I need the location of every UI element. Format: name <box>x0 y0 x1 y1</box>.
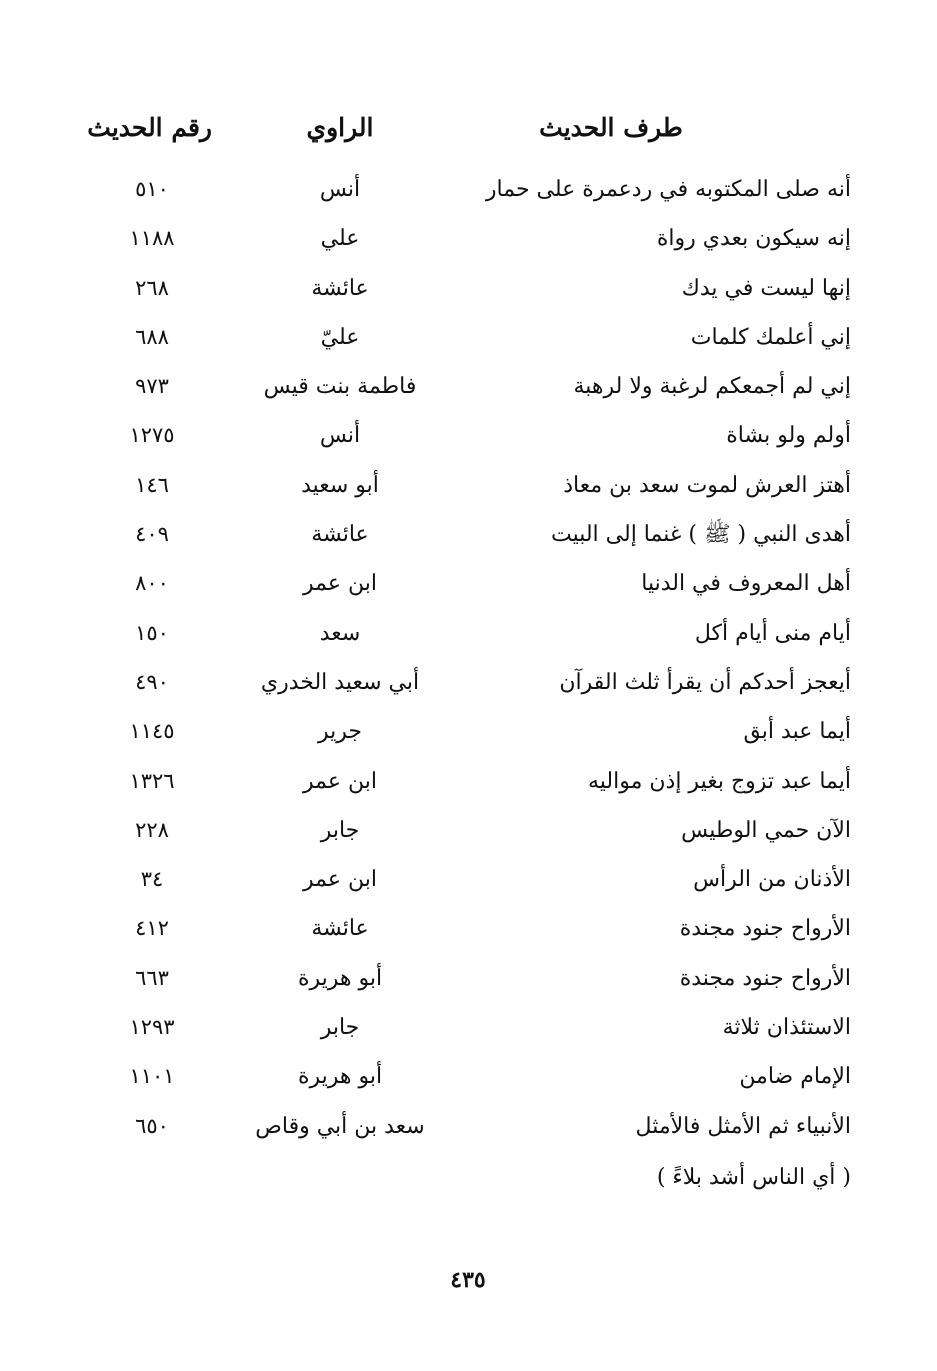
hadith-number: ١٢٧٥ <box>129 423 175 448</box>
table-row <box>0 806 937 855</box>
table-row <box>0 904 937 953</box>
table-row <box>0 757 937 806</box>
narrator: سعد <box>319 620 361 646</box>
hadith-text: أيام منى أيام أكل <box>694 620 851 646</box>
hadith-number: ٣٤ <box>140 867 164 892</box>
narrator: أبو هريرة <box>297 1064 383 1090</box>
hadith-text: أيعجز أحدكم أن يقرأ ثلث القرآن <box>559 669 851 695</box>
hadith-text: الإمام ضامن <box>739 1064 851 1090</box>
hadith-number: ٥١٠ <box>135 177 169 201</box>
header-rawi: الراوي <box>306 113 374 142</box>
hadith-number: ٩٧٣ <box>135 374 169 399</box>
table-row <box>0 313 937 362</box>
hadith-number: ٤١٢ <box>135 916 169 941</box>
hadith-number: ١١٠١ <box>129 1064 175 1089</box>
header-hadith: طرف الحديث <box>539 113 683 142</box>
table-row <box>0 1052 937 1101</box>
hadith-text: أنه صلى المكتوبه في ردعمرة على حمار <box>485 177 851 202</box>
table-row <box>0 559 937 608</box>
hadith-text: الأنبياء ثم الأمثل فالأمثل <box>635 1113 851 1139</box>
hadith-index-table <box>0 165 937 1151</box>
narrator: أبي سعيد الخدري <box>260 669 420 695</box>
narrator: عليّ <box>320 324 360 350</box>
narrator: أنس <box>319 423 361 449</box>
table-row <box>0 954 937 1003</box>
continuation-line: ( أي الناس أشد بلاءً ) <box>656 1165 851 1190</box>
table-row <box>0 609 937 658</box>
narrator: ابن عمر <box>303 571 377 597</box>
hadith-text: أهدى النبي ( ﷺ ) غنما إلى البيت <box>550 522 851 548</box>
table-row <box>0 214 937 263</box>
hadith-number: ١٣٢٦ <box>129 768 175 793</box>
narrator: عائشة <box>311 522 369 548</box>
page-number: ٤٣٥ <box>450 1267 486 1293</box>
hadith-text: أولم ولو بشاة <box>726 423 851 449</box>
hadith-number: ١٤٦ <box>135 472 169 497</box>
table-row <box>0 264 937 313</box>
narrator: عائشة <box>311 916 369 942</box>
table-row <box>0 362 937 411</box>
hadith-number: ٢٢٨ <box>135 817 169 842</box>
narrator: جابر <box>320 817 360 843</box>
hadith-number: ٤٠٩ <box>135 522 169 547</box>
table-row <box>0 510 937 559</box>
table-row <box>0 165 937 214</box>
table-header <box>0 108 937 148</box>
hadith-text: أهل المعروف في الدنيا <box>641 571 851 597</box>
narrator: علي <box>320 226 360 252</box>
hadith-text: الاستئذان ثلاثة <box>722 1015 851 1041</box>
table-row <box>0 855 937 904</box>
hadith-number: ١١٨٨ <box>129 226 175 251</box>
hadith-text: الآن حمي الوطيس <box>681 817 851 843</box>
narrator: جابر <box>320 1015 360 1041</box>
hadith-number: ١١٤٥ <box>129 719 175 744</box>
table-row <box>0 411 937 460</box>
narrator: جرير <box>318 719 362 745</box>
table-row <box>0 1102 937 1151</box>
hadith-number: ٦٨٨ <box>135 324 169 349</box>
table-row <box>0 461 937 510</box>
narrator: أبو سعيد <box>301 472 379 498</box>
hadith-text: الأذنان من الرأس <box>693 867 851 893</box>
narrator: سعد بن أبي وقاص <box>255 1113 425 1139</box>
table-row <box>0 707 937 756</box>
hadith-number: ٦٥٠ <box>135 1113 169 1138</box>
hadith-number: ٤٩٠ <box>135 669 169 694</box>
narrator: ابن عمر <box>303 768 377 794</box>
hadith-text: إنها ليست في يدك <box>681 275 851 301</box>
narrator: أنس <box>319 177 361 202</box>
hadith-number: ٦٦٣ <box>135 965 169 990</box>
hadith-text: الأرواح جنود مجندة <box>679 965 851 991</box>
hadith-text: إنه سيكون بعدي رواة <box>656 226 851 252</box>
narrator: عائشة <box>311 275 369 301</box>
hadith-text: أيما عبد تزوج بغير إذن مواليه <box>587 768 851 794</box>
narrator: فاطمة بنت قيس <box>263 374 417 400</box>
hadith-text: أهتز العرش لموت سعد بن معاذ <box>563 472 851 498</box>
hadith-text: الأرواح جنود مجندة <box>679 916 851 942</box>
narrator: أبو هريرة <box>297 965 383 991</box>
hadith-number: ١٢٩٣ <box>129 1015 175 1040</box>
hadith-number: ٢٦٨ <box>135 275 169 300</box>
table-row <box>0 1003 937 1052</box>
hadith-text: أيما عبد أبق <box>743 719 851 745</box>
hadith-text: إني أعلمك كلمات <box>690 324 851 350</box>
hadith-text: إني لم أجمعكم لرغبة ولا لرهبة <box>573 374 851 400</box>
header-number: رقم الحديث <box>87 113 212 142</box>
narrator: ابن عمر <box>303 867 377 893</box>
hadith-number: ٨٠٠ <box>135 571 169 596</box>
table-row <box>0 658 937 707</box>
hadith-number: ١٥٠ <box>135 620 169 645</box>
